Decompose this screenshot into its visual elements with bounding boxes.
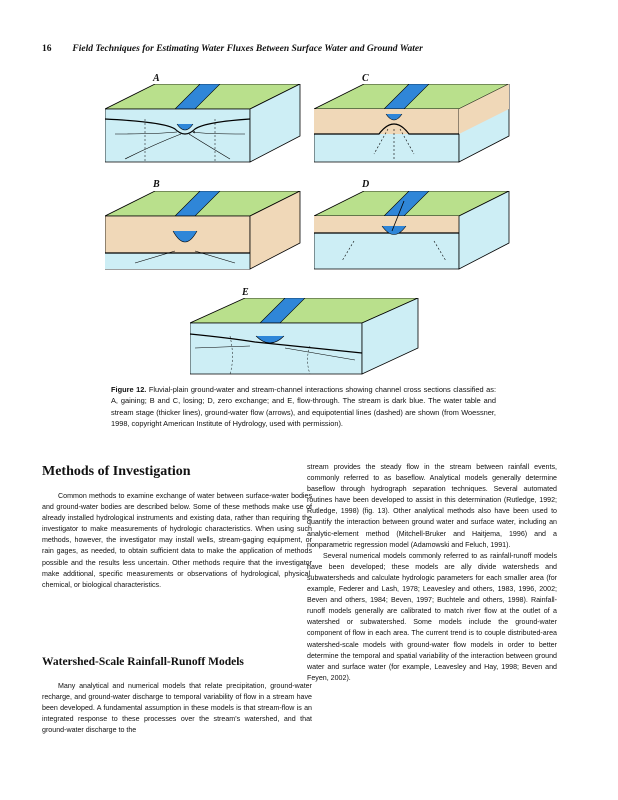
figure-caption xyxy=(111,384,496,429)
panel-label-d: D xyxy=(362,179,370,190)
left-column-text-2 xyxy=(42,681,312,736)
section-heading-methods: Methods of Investigation xyxy=(42,464,191,479)
panel-e-diagram xyxy=(190,298,420,376)
section-heading-watershed: Watershed-Scale Rainfall-Runoff Models xyxy=(42,656,244,668)
panel-label-a: A xyxy=(153,73,160,84)
page-number: 16 xyxy=(42,44,52,54)
caption-text: Fluvial-plain ground-water and stream-channel interactions showing channel cross sections classified as: A, gaining; B and C, losing; D, zero exchange; and E, flow-through. The stream is dark blue. The water table and stream stage (thicker lines), ground-water flow (arrows), and equipotential lines (dashed) are shown (from Woessner, 1998, copyright American Institute of Hydrology, used with permission). xyxy=(111,385,496,428)
running-header xyxy=(42,44,423,54)
watershed-paragraph: Many analytical and numerical models that relate precipitation, ground-water recharge, and ground-water discharge to temporal variability of flow in a stream have been developed. A fundamental assumption in these models is that stream-flow is an integrated response to these processes over the stream's watershed, and that ground-water discharge to the xyxy=(42,682,312,735)
caption-label: Figure 12. xyxy=(111,385,147,394)
panel-label-c: C xyxy=(362,73,369,84)
panel-a-diagram xyxy=(105,84,305,164)
right-paragraph-1: stream provides the steady flow in the stream between rainfall events, commonly referred to as baseflow. Analytical models generally determine baseflow through hydrograph separation techniques. Several automated routines have been developed to assist in this determination (Rutledge, 1992; Rutledge, 1998) (fig. 13). Other analytical methods also have been used to quantify the interaction between ground water and surface water, including an analytic-element method (Mitchell-Bruker and Haitjema, 1996) and a nonparametric regression model (Adamowski and Feluch, 1991). xyxy=(307,463,557,549)
panel-c-diagram xyxy=(314,84,514,164)
right-paragraph-2: Several numerical models commonly referred to as rainfall-runoff models have been developed; these models are ally divide watersheds and subwatersheds and calculate hydrologic parameters for each smaller area (for example, Federer and Lash, 1978; Leavesley and others, 1983, 1996, 2002; Beven and others, 1984; Beven, 1997; Buchtele and others, 1998). Rainfall-runoff models generally are calibrated to match river flow at the outlet of a watershed or subwatershed. Some models include the ground-water component of flow in each area. The current trend is to couple distributed-area watershed-scale models with ground-water flow models in order to better determine the temporal and spatial variability of the interaction between ground water and surface water (for example, Leavesley and Hay, 1998; Beven and Feyen, 2002). xyxy=(307,551,557,682)
panel-b-diagram xyxy=(105,191,305,271)
panel-d-diagram xyxy=(314,191,514,271)
left-column-text-1 xyxy=(42,491,312,591)
methods-paragraph: Common methods to examine exchange of water between surface-water bodies and ground-water bodies are described below. Some of these methods make use of already installed hydrological instruments and existing data, rather than requiring the investigator to make measurements of hydrologic characteristics. When using such methods, however, the investigator may install wells, stream-gaging equipment, or rain gages, as needed, to obtain sufficient data to make the application of methods possible and the results less uncertain. Other methods require that the investigator make additional, specific measurements or observations of hydrological, physical, chemical, or biological characteristics. xyxy=(42,492,312,589)
panel-label-b: B xyxy=(153,179,160,190)
running-title: Field Techniques for Estimating Water Fluxes Between Surface Water and Ground Water xyxy=(72,44,423,54)
panel-label-e: E xyxy=(242,287,249,298)
right-column-text xyxy=(307,462,557,684)
